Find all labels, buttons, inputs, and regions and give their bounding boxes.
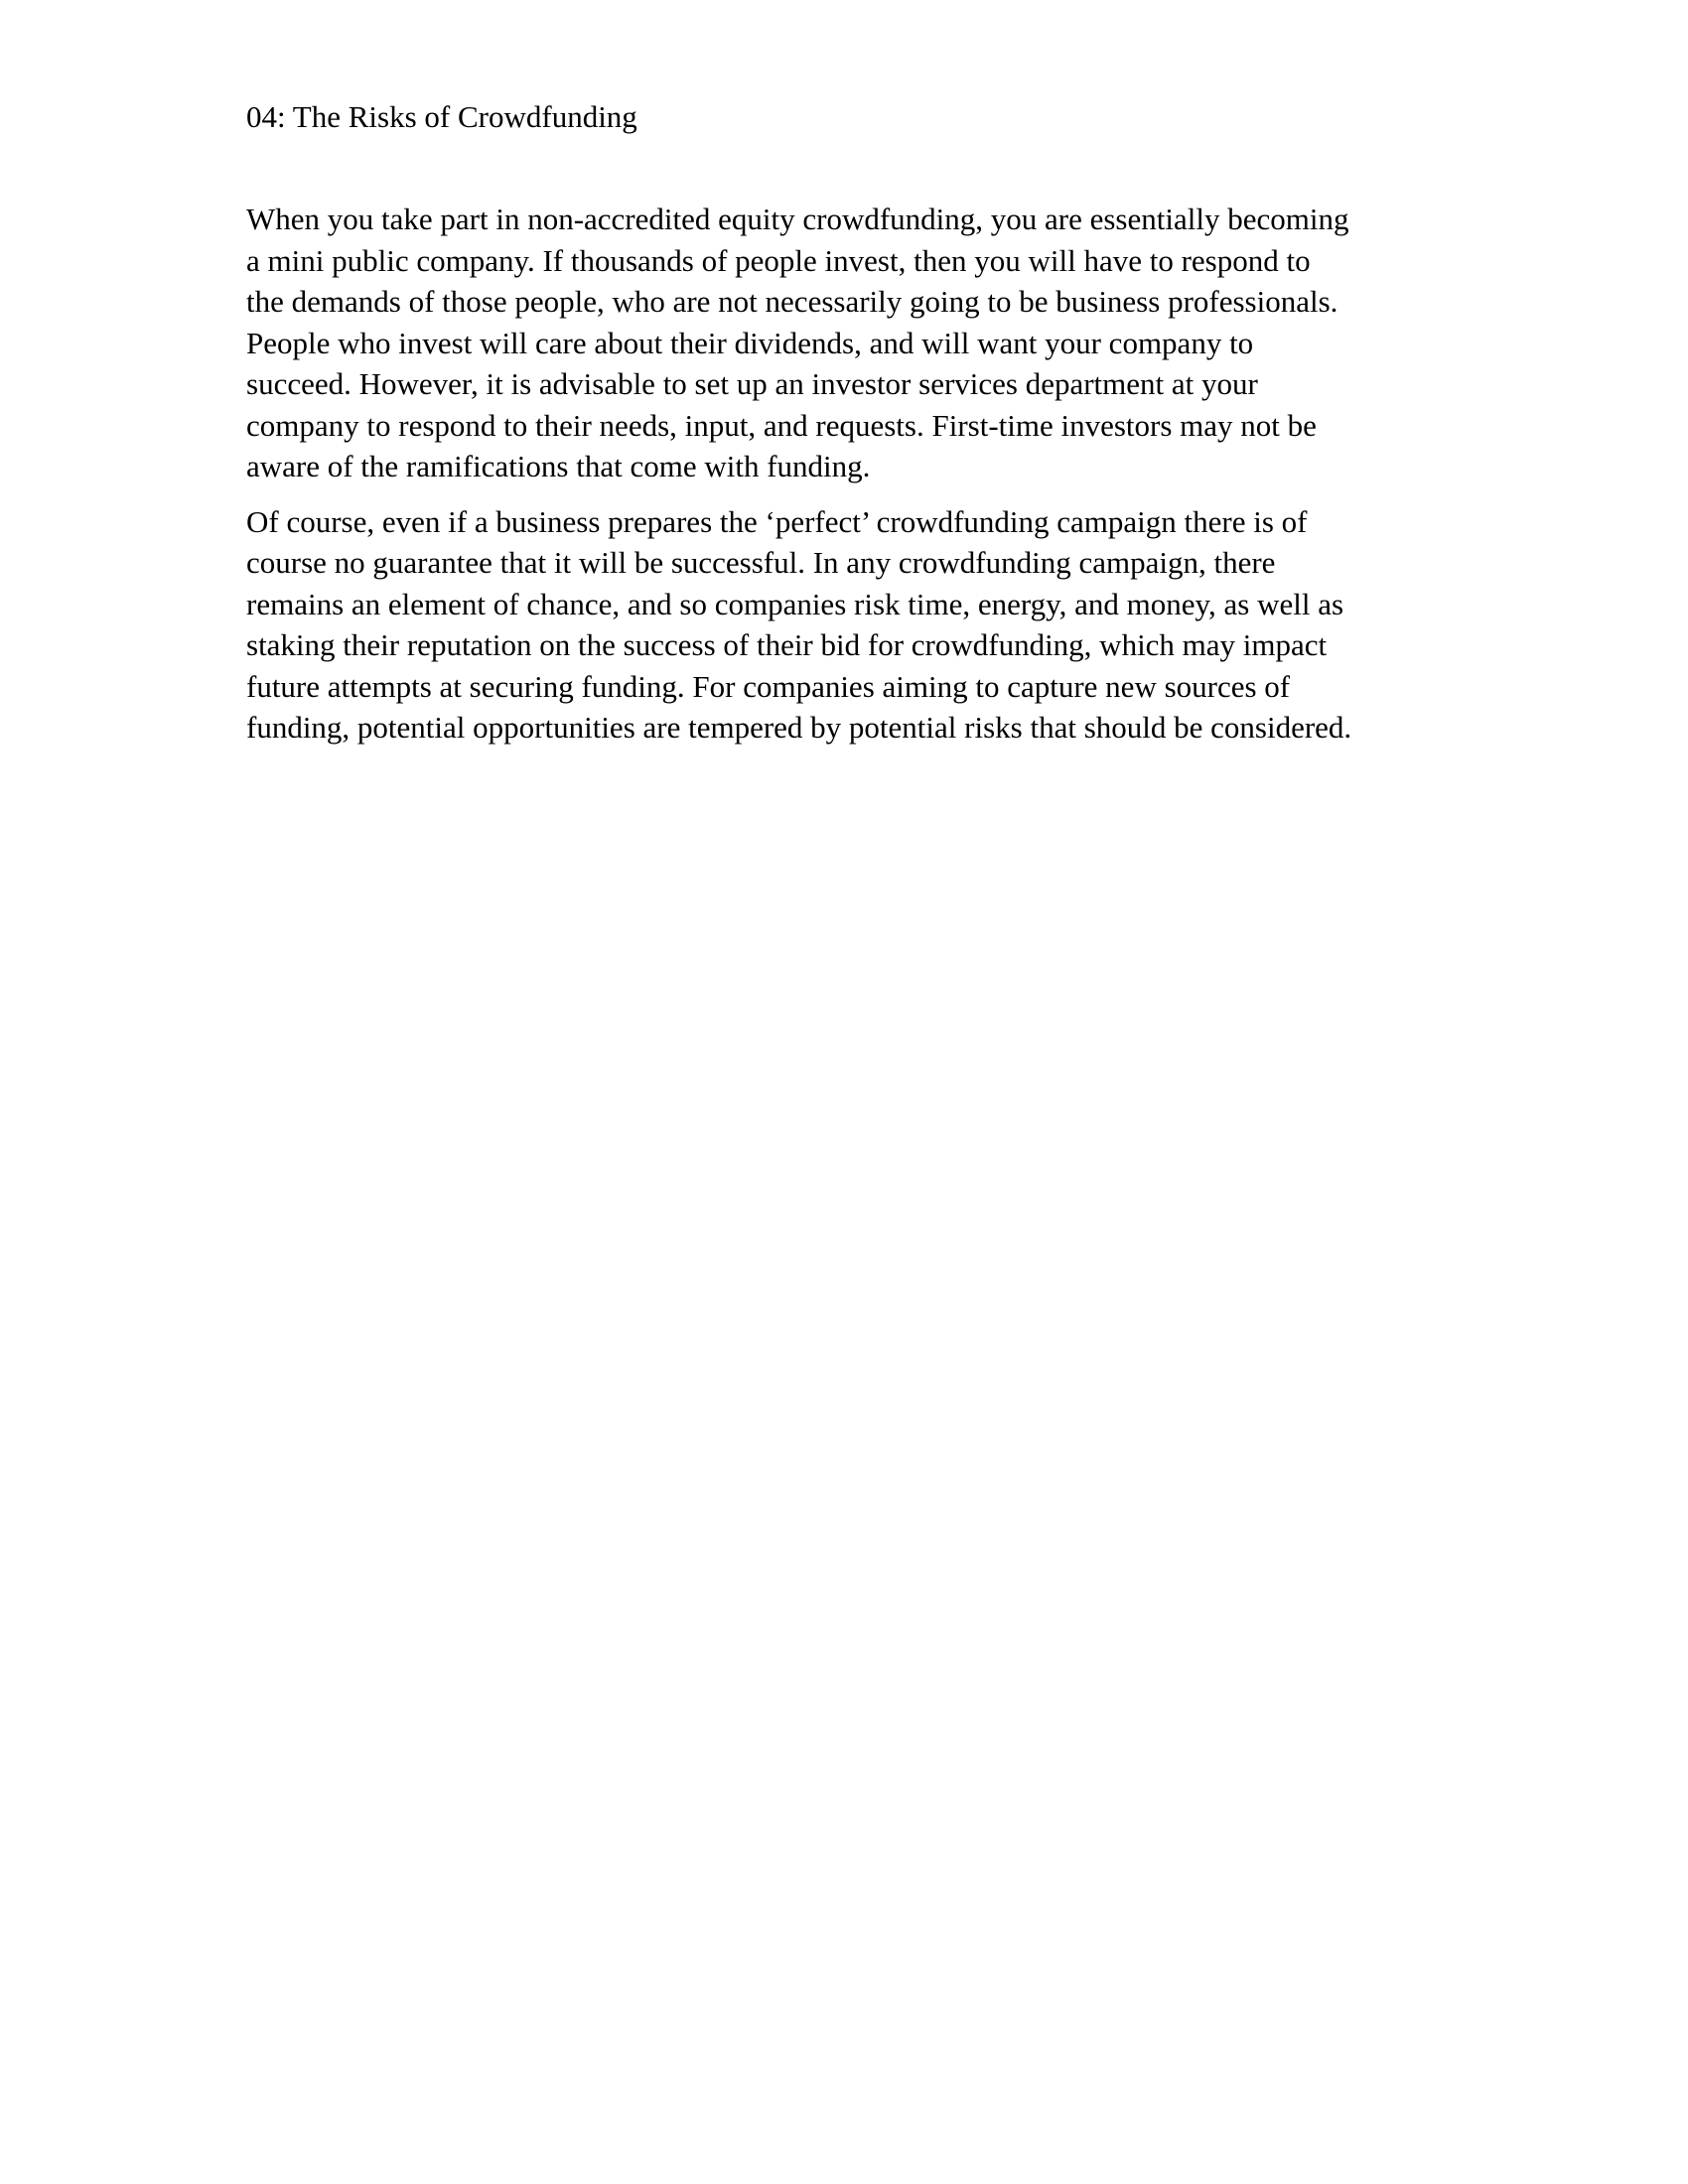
paragraph-line: remains an element of chance, and so companies risk time, energy, and money, as well as [246, 586, 1344, 621]
paragraph-line: staking their reputation on the success of their bid for crowdfunding, which may impact [246, 627, 1328, 662]
paragraph-line: When you take part in non-accredited equity crowdfunding, you are essentially becoming [246, 202, 1349, 236]
paragraph-line: future attempts at securing funding. For companies aiming to capture new sources of [246, 668, 1291, 704]
paragraph-line: funding, potential opportunities are tempered by potential risks that should be considered. [246, 710, 1352, 745]
paragraph-line: a mini public company. If thousands of people invest, then you will have to respond to [246, 242, 1311, 278]
paragraph-line: Of course, even if a business prepares the ‘perfect’ crowdfunding campaign there is of [246, 503, 1308, 539]
paragraph-line: People who invest will care about their dividends, and will want your company to [246, 325, 1254, 360]
paragraph-line: the demands of those people, who are not necessarily going to be business professionals. [246, 284, 1338, 319]
paragraph-1 [246, 199, 1448, 487]
section-heading: 04: The Risks of Crowdfunding [246, 99, 637, 134]
paragraph-line: aware of the ramifications that come with funding. [246, 449, 871, 483]
paragraph-line: course no guarantee that it will be successful. In any crowdfunding campaign, there [246, 545, 1276, 580]
paragraph-line: succeed. However, it is advisable to set up an investor services department at your [246, 366, 1258, 401]
paragraph-2 [246, 501, 1448, 749]
body-text [246, 199, 1448, 762]
paragraph-line: company to respond to their needs, input, and requests. First-time investors may not be [246, 407, 1317, 443]
